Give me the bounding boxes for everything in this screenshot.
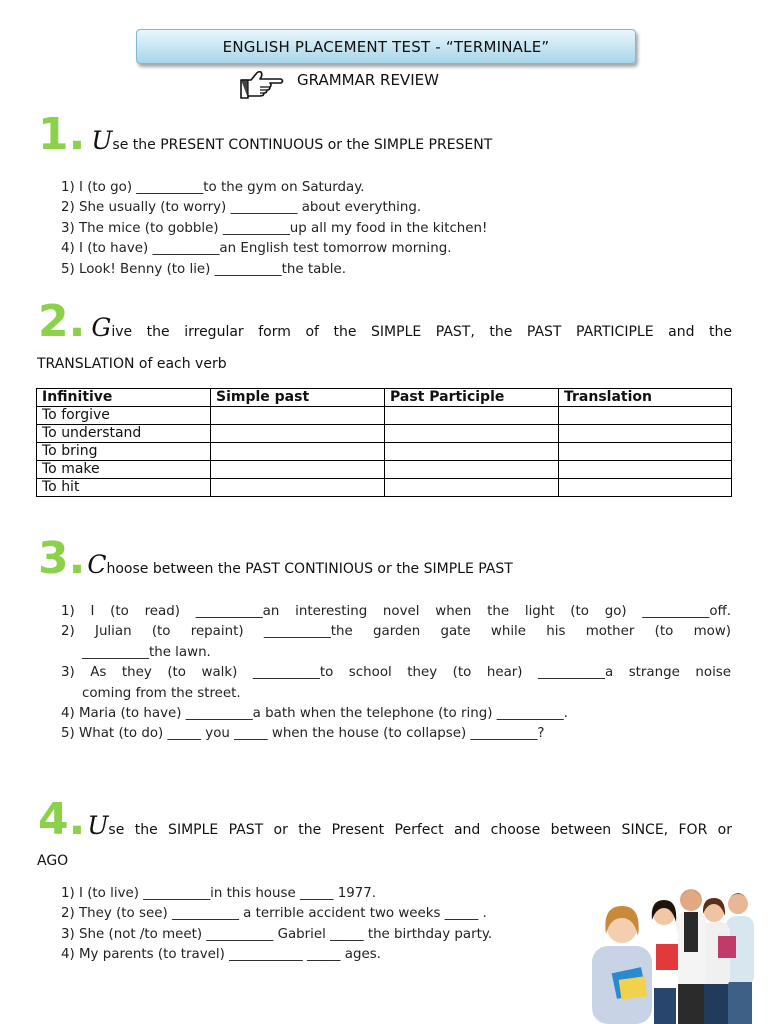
student-figure (650, 900, 678, 1024)
student-figure (726, 893, 754, 1024)
section-3-list (61, 602, 731, 745)
table-row (37, 443, 732, 461)
answer-cell[interactable] (211, 443, 385, 461)
page-title (136, 29, 636, 64)
verb-table (36, 388, 732, 497)
answer-cell[interactable] (385, 443, 559, 461)
section-heading-text: ive the irregular form of the SIMPLE PAST, the PAST PARTICIPLE and the (111, 324, 732, 340)
pointing-hand-icon (238, 68, 284, 102)
section-number: 2. (38, 296, 86, 347)
section-4-list (61, 884, 492, 966)
section-number: 1. (38, 109, 86, 160)
section-heading-continued: TRANSLATION of each verb (37, 356, 227, 372)
list-item: 4) Maria (to have) __________a bath when the telephone (to ring) __________. (61, 706, 568, 722)
section-initial: C (87, 550, 107, 579)
list-item: 1) I (to live) __________in this house _____ 1977. (61, 886, 377, 901)
table-header-row (37, 389, 732, 407)
column-header: Infinitive (37, 389, 211, 407)
students-photo (588, 878, 768, 1024)
infinitive-cell: To understand (37, 425, 211, 443)
section-heading-text: se the SIMPLE PAST or the Present Perfect and choose between SINCE, FOR or (108, 822, 732, 838)
table-row (37, 425, 732, 443)
answer-cell[interactable] (559, 479, 732, 497)
list-item: 5) Look! Benny (to lie) __________the table. (61, 261, 347, 277)
section-2-heading (38, 296, 732, 347)
list-item: 1) I (to go) __________to the gym on Saturday. (61, 180, 365, 195)
section-3-heading (38, 533, 513, 584)
table-row (37, 479, 732, 497)
list-item: 3) She (not /to meet) __________ Gabriel _____ the birthday party. (61, 926, 493, 942)
section-initial: U (91, 126, 113, 155)
list-item-continued: __________the lawn. (82, 644, 211, 660)
section-number: 3. (38, 533, 86, 584)
infinitive-cell: To forgive (37, 407, 211, 425)
list-item: 2) They (to see) __________ a terrible accident two weeks _____ . (61, 906, 487, 922)
section-1-list (61, 178, 487, 280)
list-item: 3) The mice (to gobble) __________up all my food in the kitchen! (61, 220, 488, 236)
answer-cell[interactable] (559, 461, 732, 479)
section-initial: G (91, 313, 112, 342)
list-item: 1) I (to read) __________an interesting novel when the light (to go) __________off. (61, 604, 731, 619)
list-item: 2) Julian (to repaint) __________the garden gate while his mother (to mow) (61, 624, 731, 640)
infinitive-cell: To make (37, 461, 211, 479)
answer-cell[interactable] (385, 407, 559, 425)
infinitive-cell: To hit (37, 479, 211, 497)
section-number: 4. (38, 794, 86, 845)
answer-cell[interactable] (211, 461, 385, 479)
answer-cell[interactable] (385, 425, 559, 443)
section-initial: U (87, 811, 109, 840)
column-header: Simple past (211, 389, 385, 407)
answer-cell[interactable] (559, 443, 732, 461)
section-heading-continued: AGO (37, 853, 69, 869)
subtitle: GRAMMAR REVIEW (297, 71, 439, 89)
student-figure (592, 906, 652, 1024)
answer-cell[interactable] (559, 407, 732, 425)
section-heading-text: hoose between the PAST CONTINIOUS or the SIMPLE PAST (106, 561, 513, 577)
answer-cell[interactable] (211, 425, 385, 443)
list-item: 3) As they (to walk) __________to school they (to hear) __________a strange noise (61, 665, 731, 681)
answer-cell[interactable] (211, 479, 385, 497)
page-title-text: ENGLISH PLACEMENT TEST - “TERMINALE” (222, 37, 550, 56)
student-figure (676, 889, 706, 1024)
list-item: 4) I (to have) __________an English test tomorrow morning. (61, 241, 452, 257)
table-row (37, 461, 732, 479)
answer-cell[interactable] (385, 461, 559, 479)
answer-cell[interactable] (559, 425, 732, 443)
answer-cell[interactable] (385, 479, 559, 497)
list-item: 2) She usually (to worry) __________ about everything. (61, 200, 422, 216)
infinitive-cell: To bring (37, 443, 211, 461)
answer-cell[interactable] (211, 407, 385, 425)
section-1-heading (38, 109, 493, 160)
list-item: 5) What (to do) _____ you _____ when the house (to collapse) __________? (61, 726, 545, 742)
table-row (37, 407, 732, 425)
section-heading-text: se the PRESENT CONTINUOUS or the SIMPLE PRESENT (112, 137, 493, 153)
column-header: Translation (559, 389, 732, 407)
column-header: Past Participle (385, 389, 559, 407)
list-item-continued: coming from the street. (82, 685, 241, 701)
section-4-heading (38, 794, 732, 845)
list-item: 4) My parents (to travel) ___________ _____ ages. (61, 947, 381, 963)
